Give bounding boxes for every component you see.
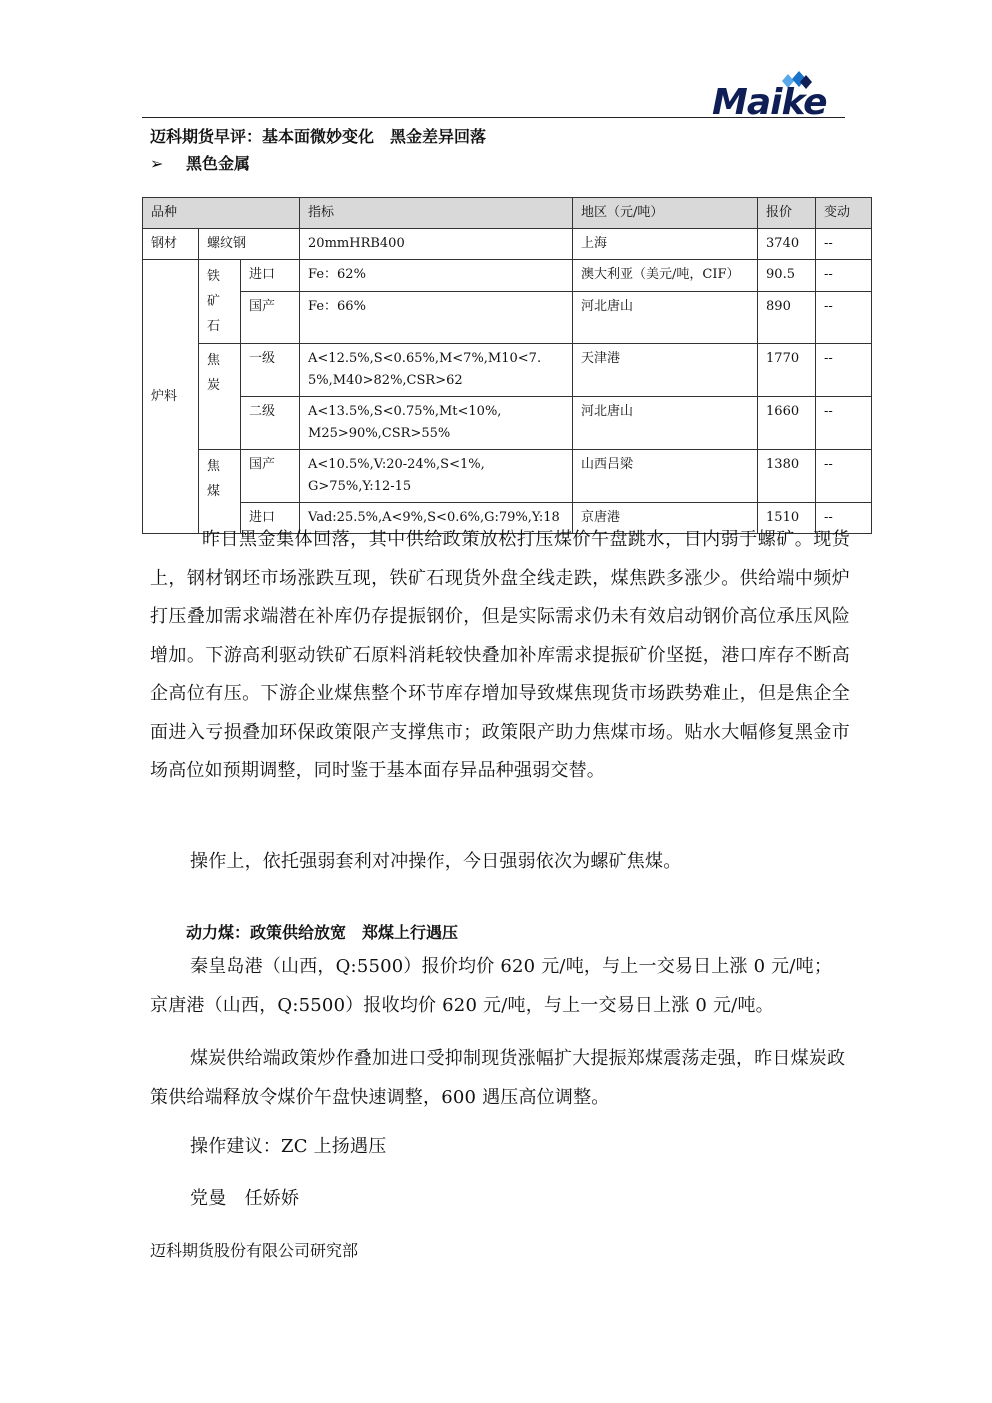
table-row [143,292,872,344]
row-price: 3740 [758,229,816,260]
table-row [143,344,872,397]
analysis-paragraph: 昨日黑金集体回落，其中供给政策放松打压煤价午盘跳水，日内弱于螺矿。现货上，钢材钢坯市场涨跌互现，铁矿石现货外盘全线走跌，煤焦跌多涨少。供给端中频炉打压叠加需求端潜在补库仍存提振钢价，但是实际需求仍未有效启动钢价高位承压风险增加。下游高利驱动铁矿石原料消耗较快叠加补库需求提振矿价坚挺，港口库存不断高企高位有压。下游企业煤焦整个环节库存增加导致煤焦现货市场跌势难止，但是焦企全面进入亏损叠加环保政策限产支撑焦市；政策限产助力焦煤市场。贴水大幅修复黑金市场高位如预期调整，同时鉴于基本面存异品种强弱交替。 [150,529,850,781]
coke-label-char: 炭 [207,378,221,393]
row-type: 进口 [241,503,300,534]
coal-label-char: 焦 [207,459,221,474]
header-change: 变动 [816,198,872,229]
coal-price-paragraph: 秦皇岛港（山西，Q:5500）报价均价 620 元/吨，与上一交易日上涨 0 元/吨；京唐港（山西，Q:5500）报收均价 620 元/吨，与上一交易日上涨 0 元/吨。 [150,956,833,1016]
table-row [143,397,872,450]
row-indicator: A<13.5%,S<0.75%,Mt<10%, M25>90%,CSR>55% [300,397,573,450]
company-logo [712,70,847,123]
table-header-row [143,198,872,229]
document-title: 迈科期货早评：基本面微妙变化 黑金差异回落 [150,127,487,146]
ore-label-char: 铁 [207,269,221,284]
operation-paragraph: 操作上，依托强弱套利对冲操作，今日强弱依次为螺矿焦煤。 [190,851,682,872]
thermal-coal-heading: 动力煤：政策供给放宽 郑煤上行遇压 [186,923,459,942]
table-row [143,260,872,292]
row-indicator: Fe：66% [300,292,573,344]
row-indicator: Fe：62% [300,260,573,292]
row-type: 二级 [241,397,300,450]
row-region: 上海 [573,229,758,260]
row-indicator: A<12.5%,S<0.65%,M<7%,M10<7.5%,M40>82%,CSR>62 [300,344,573,397]
coal-label-char: 煤 [207,484,221,499]
header-indicator: 指标 [300,198,573,229]
row-type: 国产 [241,292,300,344]
row-change: -- [816,503,872,534]
coke-label-char: 焦 [207,353,221,368]
row-change: -- [816,344,872,397]
row-region: 河北唐山 [573,397,758,450]
authors: 党曼 任娇娇 [190,1188,300,1209]
row-price: 1770 [758,344,816,397]
row-price: 890 [758,292,816,344]
row-indicator: A<10.5%,V:20-24%,S<1%, G>75%,Y:12-15 [300,450,573,503]
row-change: -- [816,397,872,450]
row-change: -- [816,229,872,260]
row-change: -- [816,450,872,503]
row-region: 京唐港 [573,503,758,534]
row-subcategory-ore [199,260,241,344]
row-price: 1380 [758,450,816,503]
advice-paragraph: 操作建议：ZC 上扬遇压 [190,1136,387,1157]
header-divider [142,117,845,118]
row-price: 90.5 [758,260,816,292]
header-price: 报价 [758,198,816,229]
row-type: 一级 [241,344,300,397]
row-subcategory-coke [199,344,241,450]
row-price: 1660 [758,397,816,450]
row-change: -- [816,292,872,344]
ore-label-char: 石 [207,319,221,334]
row-region: 河北唐山 [573,292,758,344]
row-change: -- [816,260,872,292]
row-category: 炉料 [143,260,199,534]
row-region: 天津港 [573,344,758,397]
section-heading [150,151,250,174]
price-table [142,197,872,534]
footer-company: 迈科期货股份有限公司研究部 [150,1241,359,1260]
row-subcategory: 螺纹钢 [199,229,300,260]
row-type: 国产 [241,450,300,503]
row-region: 山西吕梁 [573,450,758,503]
table-row [143,450,872,503]
row-category: 钢材 [143,229,199,260]
section-label: 黑色金属 [186,154,251,173]
arrow-bullet-icon: ➢ [150,154,164,173]
row-region: 澳大利亚（美元/吨，CIF） [573,260,758,292]
coal-analysis-paragraph: 煤炭供给端政策炒作叠加进口受抑制现货涨幅扩大提振郑煤震荡走强，昨日煤炭政策供给端释放令煤价午盘快速调整，600 遇压高位调整。 [150,1048,846,1108]
row-price: 1510 [758,503,816,534]
ore-label-char: 矿 [207,294,221,309]
table-row [143,229,872,260]
header-category: 品种 [143,198,300,229]
row-type: 进口 [241,260,300,292]
row-indicator: Vad:25.5%,A<9%,S<0.6%,G:79%,Y:18 [300,503,573,534]
logo-wordmark: Maike [712,82,827,123]
row-indicator: 20mmHRB400 [300,229,573,260]
header-region: 地区（元/吨） [573,198,758,229]
